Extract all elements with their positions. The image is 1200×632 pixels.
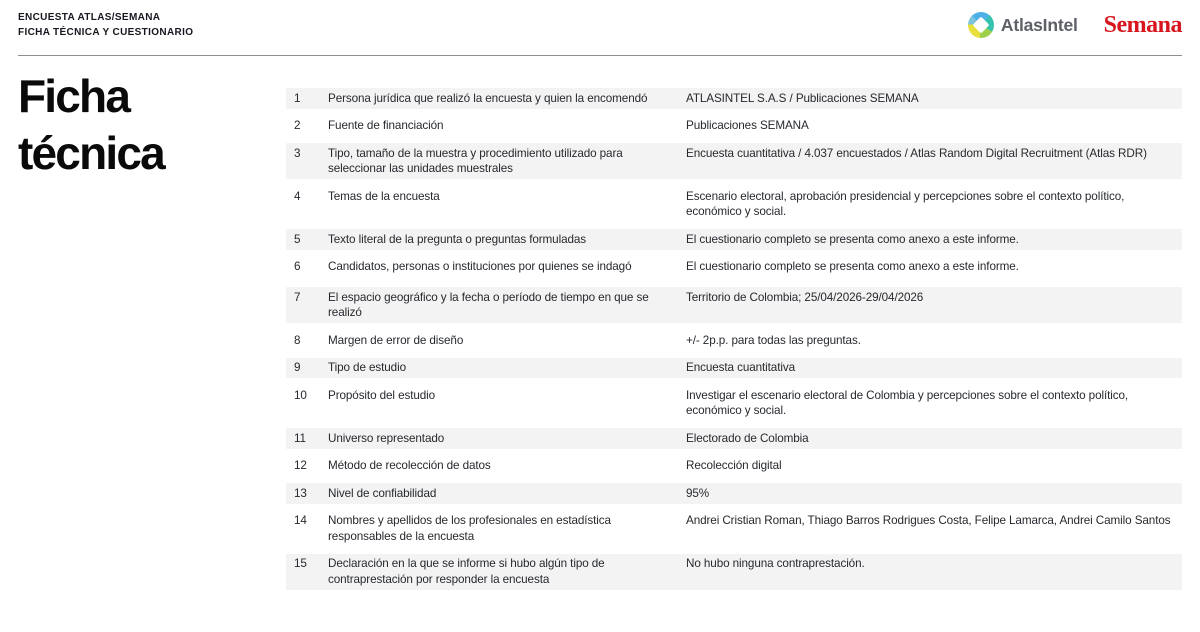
row-label: El espacio geográfico y la fecha o período de tiempo en que se realizó [328,290,649,319]
row-label: Temas de la encuesta [328,189,440,203]
row-number: 7 [294,290,301,304]
table-row [286,456,1182,477]
row-value: Encuesta cuantitativa / 4.037 encuestados / Atlas Random Digital Recruitment (Atlas RDR) [686,146,1147,160]
table-row [286,287,1182,323]
table-row [286,385,1182,421]
row-label: Margen de error de diseño [328,333,464,347]
row-label: Método de recolección de datos [328,459,491,472]
row-number: 2 [294,119,301,132]
top-header [18,10,1182,40]
row-label: Texto literal de la pregunta o preguntas formuladas [328,232,587,246]
row-label: Declaración en la que se informe si hubo algún tipo de contraprestación por responder la encuesta [328,557,605,586]
header-kicker [18,10,193,40]
table-row [286,511,1182,547]
row-label: Fuente de financiación [328,119,444,132]
row-value: El cuestionario completo se presenta como anexo a este informe. [686,232,1019,246]
row-value: +/- 2p.p. para todas las preguntas. [686,333,861,347]
row-number: 12 [294,459,307,472]
row-value: Electorado de Colombia [686,431,809,445]
table-row [286,143,1182,179]
row-label: Nivel de confiabilidad [328,486,437,500]
header-line2: FICHA TÉCNICA Y CUESTIONARIO [18,27,194,38]
row-number: 10 [294,388,307,402]
row-value: 95% [686,486,710,500]
atlasintel-logo [968,12,1078,38]
row-value: El cuestionario completo se presenta como anexo a este informe. [686,260,1019,273]
page-title-line1: Ficha [18,70,130,122]
table-row [286,116,1182,137]
atlasintel-pinwheel-icon [968,12,994,38]
page-title-line2: técnica [18,127,164,179]
row-label: Persona jurídica que realizó la encuesta y quien la encomendó [328,91,648,105]
semana-wordmark: Semana [1103,12,1182,38]
header-line1: ENCUESTA ATLAS/SEMANA [18,12,161,23]
row-label: Tipo, tamaño de la muestra y procedimiento utilizado para seleccionar las unidades muestrales [328,146,623,175]
row-value: Territorio de Colombia; 25/04/2026-29/04/2026 [686,290,924,304]
row-value: Andrei Cristian Roman, Thiago Barros Rodrigues Costa, Felipe Lamarca, Andrei Camilo Santos [686,514,1171,527]
table-row [286,358,1182,379]
technical-sheet-table [286,88,1182,597]
table-row [286,88,1182,109]
row-value: ATLASINTEL S.A.S / Publicaciones SEMANA [686,91,919,105]
row-number: 3 [294,146,301,160]
row-label: Candidatos, personas o instituciones por quienes se indagó [328,260,632,273]
row-value: No hubo ninguna contraprestación. [686,557,865,570]
row-number: 15 [294,557,307,570]
row-number: 1 [294,91,301,105]
row-number: 14 [294,514,307,527]
row-number: 11 [294,431,306,445]
row-number: 8 [294,333,301,347]
row-label: Universo representado [328,431,445,445]
table-row [286,554,1182,590]
table-row [286,257,1182,278]
row-number: 4 [294,189,301,203]
table-row [286,428,1182,449]
table-row [286,186,1182,222]
row-value: Publicaciones SEMANA [686,119,809,132]
row-label: Tipo de estudio [328,361,406,374]
row-label: Propósito del estudio [328,388,436,402]
row-value: Recolección digital [686,459,782,472]
table-row [286,483,1182,504]
row-value: Escenario electoral, aprobación presidencial y percepciones sobre el contexto político, económico y social. [686,189,1125,218]
page-title [18,68,164,182]
header-divider [18,55,1182,56]
row-value: Encuesta cuantitativa [686,361,795,374]
table-row [286,229,1182,250]
row-value: Investigar el escenario electoral de Colombia y percepciones sobre el contexto político, económico y social. [686,388,1129,417]
row-number: 9 [294,361,301,374]
header-logos [968,10,1182,38]
atlasintel-wordmark: AtlasIntel [1000,14,1078,35]
row-number: 13 [294,486,307,500]
row-number: 5 [294,232,301,246]
row-number: 6 [294,260,301,273]
table-row [286,330,1182,351]
row-label: Nombres y apellidos de los profesionales en estadística responsables de la encuesta [328,514,611,543]
